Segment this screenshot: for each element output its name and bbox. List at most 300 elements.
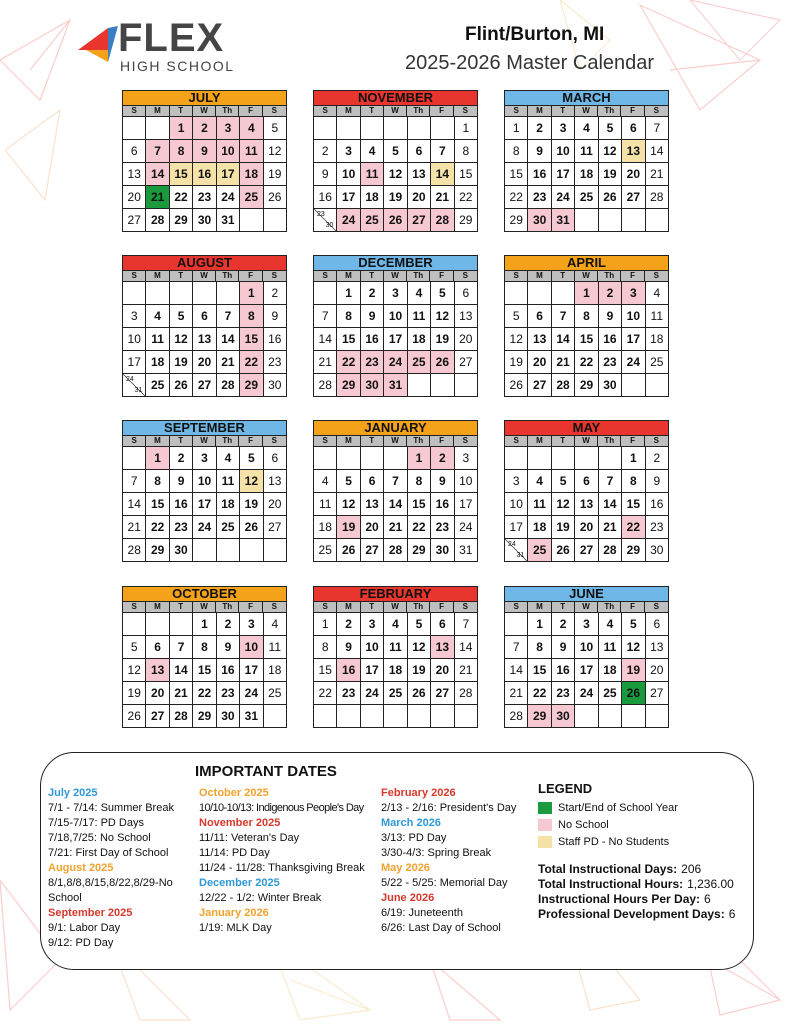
total-label: Instructional Hours Per Day: bbox=[538, 892, 701, 906]
day-cell: 1 bbox=[240, 282, 263, 305]
legend-swatch bbox=[538, 836, 552, 848]
weekday-label: S bbox=[505, 602, 528, 612]
day-cell: 1 bbox=[193, 613, 216, 636]
day-cell: 26 bbox=[599, 186, 622, 209]
day-cell: 29 bbox=[575, 374, 598, 397]
weekday-label: T bbox=[552, 602, 575, 612]
day-cell: 12 bbox=[408, 636, 431, 659]
day-cell: 11 bbox=[361, 163, 384, 186]
day-cell: 9 bbox=[217, 636, 240, 659]
day-number: 31 bbox=[516, 552, 525, 559]
day-cell: 6 bbox=[146, 636, 169, 659]
legend-label: Staff PD - No Students bbox=[558, 836, 670, 848]
flex-logo bbox=[78, 18, 238, 74]
day-cell: 8 bbox=[622, 470, 645, 493]
day-cell: 2 bbox=[217, 613, 240, 636]
day-cell: 23 bbox=[361, 351, 384, 374]
weekday-label: Th bbox=[598, 271, 621, 281]
day-cell: 6 bbox=[646, 613, 669, 636]
month-name: MAY bbox=[504, 420, 669, 436]
weekday-label: F bbox=[621, 106, 644, 116]
day-cell: 28 bbox=[455, 682, 478, 705]
day-cell: 20 bbox=[431, 659, 454, 682]
date-entry: 9/1: Labor Day bbox=[48, 922, 121, 934]
day-cell: 29 bbox=[146, 539, 169, 562]
day-cell: 15 bbox=[622, 493, 645, 516]
day-cell: 7 bbox=[170, 636, 193, 659]
day-cell: 2 bbox=[552, 613, 575, 636]
weekday-label: S bbox=[653, 436, 660, 445]
day-cell: 29 bbox=[528, 705, 551, 728]
day-cell: 2 bbox=[337, 613, 360, 636]
day-cell: 18 bbox=[146, 351, 169, 374]
month-april bbox=[504, 255, 669, 397]
month-name: NOVEMBER bbox=[313, 90, 478, 106]
day-cell: 27 bbox=[408, 209, 431, 232]
empty-day-cell bbox=[361, 117, 384, 140]
day-cell: 26 bbox=[123, 705, 146, 728]
day-cell: 9 bbox=[170, 470, 193, 493]
empty-day-cell bbox=[455, 705, 478, 728]
day-cell: 4 bbox=[528, 470, 551, 493]
day-cell: 21 bbox=[505, 682, 528, 705]
day-cell: 30 bbox=[264, 374, 287, 397]
day-cell: 28 bbox=[431, 209, 454, 232]
day-grid bbox=[313, 612, 478, 728]
date-entry: 3/13: PD Day bbox=[381, 832, 447, 844]
empty-day-cell bbox=[599, 209, 622, 232]
day-cell: 12 bbox=[337, 493, 360, 516]
date-entry: 3/30-4/3: Spring Break bbox=[381, 847, 492, 859]
day-cell: 3 bbox=[455, 447, 478, 470]
day-cell: 23 bbox=[599, 351, 622, 374]
day-cell: 8 bbox=[528, 636, 551, 659]
weekday-header bbox=[504, 602, 669, 612]
day-cell: 10 bbox=[622, 305, 645, 328]
total-row bbox=[538, 907, 735, 922]
day-cell: 17 bbox=[622, 328, 645, 351]
day-cell: 10 bbox=[217, 140, 240, 163]
month-name: JANUARY bbox=[313, 420, 478, 436]
day-cell: 14 bbox=[599, 493, 622, 516]
day-cell: 9 bbox=[264, 305, 287, 328]
day-cell: 19 bbox=[408, 659, 431, 682]
day-cell: 25 bbox=[264, 682, 287, 705]
month-september bbox=[122, 420, 287, 562]
day-cell: 10 bbox=[193, 470, 216, 493]
empty-day-cell bbox=[599, 705, 622, 728]
day-cell: 4 bbox=[599, 613, 622, 636]
calendar-title: 2025-2026 Master Calendar bbox=[405, 52, 655, 74]
empty-day-cell bbox=[217, 539, 240, 562]
day-cell: 28 bbox=[123, 539, 146, 562]
day-cell: 17 bbox=[337, 186, 360, 209]
day-cell: 11 bbox=[528, 493, 551, 516]
weekday-label: F bbox=[621, 436, 644, 446]
day-cell: 1 bbox=[337, 282, 360, 305]
weekday-label: W bbox=[193, 106, 216, 116]
day-cell: 15 bbox=[505, 163, 528, 186]
day-cell: 21 bbox=[170, 682, 193, 705]
day-cell: 25 bbox=[314, 539, 337, 562]
day-cell: 23 bbox=[193, 186, 216, 209]
day-cell: 30 bbox=[552, 705, 575, 728]
day-cell: 1 bbox=[314, 613, 337, 636]
day-cell: 27 bbox=[455, 351, 478, 374]
month-heading: February 2026 bbox=[381, 787, 456, 799]
weekday-header bbox=[313, 436, 478, 446]
day-cell: 4 bbox=[240, 117, 263, 140]
day-cell: 11 bbox=[217, 470, 240, 493]
day-cell: 20 bbox=[193, 351, 216, 374]
day-cell: 16 bbox=[193, 163, 216, 186]
empty-day-cell bbox=[337, 117, 360, 140]
day-cell: 1 bbox=[505, 117, 528, 140]
day-cell: 24 bbox=[217, 186, 240, 209]
weekday-label: Th bbox=[598, 602, 621, 612]
weekday-label: S bbox=[123, 436, 146, 446]
weekday-label: T bbox=[170, 106, 193, 116]
day-cell: 22 bbox=[408, 516, 431, 539]
weekday-label: S bbox=[314, 602, 337, 612]
empty-day-cell bbox=[622, 209, 645, 232]
day-cell: 24 bbox=[361, 682, 384, 705]
date-entry: 7/15-7/17: PD Days bbox=[48, 817, 144, 829]
day-cell: 21 bbox=[314, 351, 337, 374]
day-cell: 29 bbox=[622, 539, 645, 562]
day-cell: 5 bbox=[337, 470, 360, 493]
day-cell: 25 bbox=[528, 539, 551, 562]
day-cell: 11 bbox=[575, 140, 598, 163]
day-cell: 5 bbox=[599, 117, 622, 140]
weekday-label: W bbox=[575, 436, 598, 446]
month-name: AUGUST bbox=[122, 255, 287, 271]
day-cell: 26 bbox=[505, 374, 528, 397]
day-cell: 25 bbox=[384, 682, 407, 705]
day-cell: 10 bbox=[123, 328, 146, 351]
day-cell: 19 bbox=[622, 659, 645, 682]
day-number: 23 bbox=[317, 211, 325, 218]
empty-day-cell bbox=[264, 705, 287, 728]
important-dates-title: IMPORTANT DATES bbox=[195, 763, 337, 780]
day-cell: 11 bbox=[314, 493, 337, 516]
date-entry: 1/19: MLK Day bbox=[199, 922, 272, 934]
day-cell: 28 bbox=[314, 374, 337, 397]
day-cell: 12 bbox=[384, 163, 407, 186]
weekday-label: M bbox=[146, 436, 169, 446]
day-cell: 30 bbox=[361, 374, 384, 397]
empty-day-cell bbox=[361, 705, 384, 728]
total-row bbox=[538, 862, 735, 877]
month-march bbox=[504, 90, 669, 232]
empty-day-cell bbox=[384, 117, 407, 140]
day-cell: 1 bbox=[146, 447, 169, 470]
day-cell: 22 bbox=[170, 186, 193, 209]
day-cell: 13 bbox=[361, 493, 384, 516]
day-cell: 8 bbox=[170, 140, 193, 163]
weekday-label: S bbox=[314, 436, 337, 446]
weekday-label: S bbox=[123, 602, 146, 612]
weekday-label: S bbox=[123, 271, 146, 281]
day-cell: 3 bbox=[384, 282, 407, 305]
month-heading: September 2025 bbox=[48, 907, 133, 919]
day-cell: 21 bbox=[646, 163, 669, 186]
day-cell: 5 bbox=[123, 636, 146, 659]
day-cell: 3 bbox=[505, 470, 528, 493]
day-cell: 18 bbox=[314, 516, 337, 539]
weekday-label: Th bbox=[598, 436, 621, 446]
day-cell: 8 bbox=[193, 636, 216, 659]
day-cell: 4 bbox=[217, 447, 240, 470]
day-grid bbox=[504, 281, 669, 397]
weekday-label: F bbox=[621, 602, 644, 612]
date-entry: 11/14: PD Day bbox=[199, 847, 270, 859]
day-cell: 17 bbox=[575, 659, 598, 682]
month-heading: November 2025 bbox=[199, 817, 281, 829]
weekday-header bbox=[122, 106, 287, 116]
day-cell: 3 bbox=[361, 613, 384, 636]
day-cell: 10 bbox=[505, 493, 528, 516]
day-cell: 20 bbox=[622, 163, 645, 186]
day-cell: 31 bbox=[240, 705, 263, 728]
day-cell: 25 bbox=[599, 682, 622, 705]
day-cell: 19 bbox=[240, 493, 263, 516]
day-cell: 7 bbox=[384, 470, 407, 493]
day-cell: 8 bbox=[337, 305, 360, 328]
day-cell: 15 bbox=[170, 163, 193, 186]
empty-day-cell bbox=[552, 447, 575, 470]
weekday-label: S bbox=[653, 602, 660, 611]
day-cell: 14 bbox=[384, 493, 407, 516]
day-cell: 6 bbox=[123, 140, 146, 163]
day-cell: 26 bbox=[431, 351, 454, 374]
day-cell: 7 bbox=[123, 470, 146, 493]
day-cell: 20 bbox=[408, 186, 431, 209]
day-cell: 1 bbox=[575, 282, 598, 305]
day-cell: 16 bbox=[361, 328, 384, 351]
day-cell: 23 bbox=[528, 186, 551, 209]
empty-day-cell bbox=[217, 282, 240, 305]
day-cell: 12 bbox=[431, 305, 454, 328]
weekday-header bbox=[313, 271, 478, 281]
day-cell: 6 bbox=[361, 470, 384, 493]
day-cell: 26 bbox=[408, 682, 431, 705]
weekday-label: S bbox=[123, 106, 146, 116]
weekday-label: S bbox=[462, 271, 469, 280]
weekday-label: S bbox=[314, 271, 337, 281]
day-cell: 16 bbox=[337, 659, 360, 682]
day-cell: 14 bbox=[455, 636, 478, 659]
weekday-label: W bbox=[384, 271, 407, 281]
day-cell: 8 bbox=[240, 305, 263, 328]
day-cell: 27 bbox=[622, 186, 645, 209]
day-cell: 23 bbox=[337, 682, 360, 705]
day-cell: 2 bbox=[431, 447, 454, 470]
day-cell: 3 bbox=[193, 447, 216, 470]
day-cell: 7 bbox=[505, 636, 528, 659]
empty-day-cell bbox=[193, 282, 216, 305]
day-cell: 28 bbox=[170, 705, 193, 728]
day-cell: 6 bbox=[575, 470, 598, 493]
day-cell: 19 bbox=[431, 328, 454, 351]
legend-item bbox=[538, 801, 678, 815]
day-cell: 20 bbox=[528, 351, 551, 374]
day-cell: 17 bbox=[552, 163, 575, 186]
empty-day-cell bbox=[146, 282, 169, 305]
weekday-label: F bbox=[239, 436, 262, 446]
day-number: 30 bbox=[325, 222, 334, 229]
weekday-label: Th bbox=[407, 271, 430, 281]
empty-day-cell bbox=[431, 374, 454, 397]
day-cell: 4 bbox=[646, 282, 669, 305]
day-cell: 4 bbox=[264, 613, 287, 636]
day-cell: 7 bbox=[314, 305, 337, 328]
day-cell: 7 bbox=[217, 305, 240, 328]
weekday-label: W bbox=[384, 436, 407, 446]
day-cell: 7 bbox=[646, 117, 669, 140]
day-cell: 1 bbox=[455, 117, 478, 140]
day-cell: 12 bbox=[599, 140, 622, 163]
day-cell: 18 bbox=[361, 186, 384, 209]
total-label: Total Instructional Days: bbox=[538, 862, 678, 876]
day-cell: 21 bbox=[599, 516, 622, 539]
day-cell: 16 bbox=[599, 328, 622, 351]
weekday-label: W bbox=[384, 602, 407, 612]
day-cell: 14 bbox=[170, 659, 193, 682]
day-cell: 18 bbox=[384, 659, 407, 682]
split-day-cell bbox=[123, 374, 146, 397]
day-cell: 27 bbox=[528, 374, 551, 397]
day-cell: 7 bbox=[599, 470, 622, 493]
day-cell: 22 bbox=[240, 351, 263, 374]
empty-day-cell bbox=[505, 447, 528, 470]
weekday-label: T bbox=[361, 436, 384, 446]
empty-day-cell bbox=[505, 613, 528, 636]
day-cell: 29 bbox=[240, 374, 263, 397]
day-cell: 12 bbox=[264, 140, 287, 163]
weekday-label: S bbox=[653, 106, 660, 115]
month-name: JUNE bbox=[504, 586, 669, 602]
empty-day-cell bbox=[170, 613, 193, 636]
day-cell: 28 bbox=[384, 539, 407, 562]
weekday-label: T bbox=[552, 436, 575, 446]
day-cell: 22 bbox=[314, 682, 337, 705]
day-cell: 31 bbox=[455, 539, 478, 562]
day-cell: 4 bbox=[146, 305, 169, 328]
empty-day-cell bbox=[455, 374, 478, 397]
day-cell: 12 bbox=[170, 328, 193, 351]
legend-label: Start/End of School Year bbox=[558, 802, 678, 814]
weekday-label: W bbox=[193, 436, 216, 446]
day-cell: 6 bbox=[455, 282, 478, 305]
month-name: APRIL bbox=[504, 255, 669, 271]
day-cell: 1 bbox=[528, 613, 551, 636]
day-cell: 15 bbox=[193, 659, 216, 682]
day-cell: 6 bbox=[431, 613, 454, 636]
empty-day-cell bbox=[575, 705, 598, 728]
day-cell: 26 bbox=[264, 186, 287, 209]
day-cell: 19 bbox=[505, 351, 528, 374]
day-cell: 4 bbox=[384, 613, 407, 636]
day-cell: 19 bbox=[123, 682, 146, 705]
day-cell: 8 bbox=[575, 305, 598, 328]
day-cell: 27 bbox=[431, 682, 454, 705]
legend-swatch bbox=[538, 819, 552, 831]
total-value: 6 bbox=[704, 892, 711, 906]
day-cell: 30 bbox=[193, 209, 216, 232]
day-cell: 6 bbox=[622, 117, 645, 140]
weekday-label: W bbox=[193, 602, 216, 612]
day-cell: 20 bbox=[123, 186, 146, 209]
day-cell: 5 bbox=[264, 117, 287, 140]
day-cell: 24 bbox=[622, 351, 645, 374]
day-cell: 14 bbox=[217, 328, 240, 351]
day-grid bbox=[504, 612, 669, 728]
day-cell: 18 bbox=[240, 163, 263, 186]
legend-swatch bbox=[538, 802, 552, 814]
day-cell: 9 bbox=[528, 140, 551, 163]
day-cell: 4 bbox=[575, 117, 598, 140]
day-cell: 18 bbox=[575, 163, 598, 186]
day-cell: 13 bbox=[575, 493, 598, 516]
date-entry: 2/13 - 2/16: President's Day bbox=[381, 802, 517, 814]
weekday-label: W bbox=[384, 106, 407, 116]
day-cell: 30 bbox=[528, 209, 551, 232]
day-cell: 20 bbox=[575, 516, 598, 539]
day-cell: 5 bbox=[408, 613, 431, 636]
day-grid bbox=[504, 116, 669, 232]
day-cell: 24 bbox=[575, 682, 598, 705]
empty-day-cell bbox=[384, 705, 407, 728]
day-cell: 10 bbox=[384, 305, 407, 328]
day-cell: 22 bbox=[455, 186, 478, 209]
month-february bbox=[313, 586, 478, 728]
day-cell: 12 bbox=[240, 470, 263, 493]
empty-day-cell bbox=[575, 447, 598, 470]
day-cell: 3 bbox=[575, 613, 598, 636]
day-cell: 25 bbox=[217, 516, 240, 539]
date-entry: 10/10-10/13: Indigenous People's Day bbox=[199, 802, 364, 814]
empty-day-cell bbox=[528, 447, 551, 470]
weekday-label: Th bbox=[407, 436, 430, 446]
day-cell: 21 bbox=[217, 351, 240, 374]
day-cell: 31 bbox=[384, 374, 407, 397]
weekday-label: S bbox=[271, 602, 278, 611]
day-cell: 10 bbox=[575, 636, 598, 659]
month-heading: May 2026 bbox=[381, 862, 430, 874]
day-cell: 26 bbox=[384, 209, 407, 232]
weekday-header bbox=[504, 106, 669, 116]
weekday-label: M bbox=[337, 271, 360, 281]
empty-day-cell bbox=[123, 613, 146, 636]
total-value: 1,236.00 bbox=[687, 877, 734, 891]
day-cell: 23 bbox=[552, 682, 575, 705]
day-cell: 21 bbox=[431, 186, 454, 209]
day-cell: 5 bbox=[622, 613, 645, 636]
day-cell: 16 bbox=[431, 493, 454, 516]
day-cell: 11 bbox=[264, 636, 287, 659]
day-cell: 2 bbox=[264, 282, 287, 305]
empty-day-cell bbox=[193, 539, 216, 562]
day-cell: 18 bbox=[217, 493, 240, 516]
day-cell: 11 bbox=[599, 636, 622, 659]
weekday-header bbox=[313, 106, 478, 116]
weekday-label: M bbox=[337, 436, 360, 446]
month-name: DECEMBER bbox=[313, 255, 478, 271]
weekday-label: M bbox=[528, 436, 551, 446]
day-cell: 4 bbox=[314, 470, 337, 493]
day-cell: 23 bbox=[217, 682, 240, 705]
